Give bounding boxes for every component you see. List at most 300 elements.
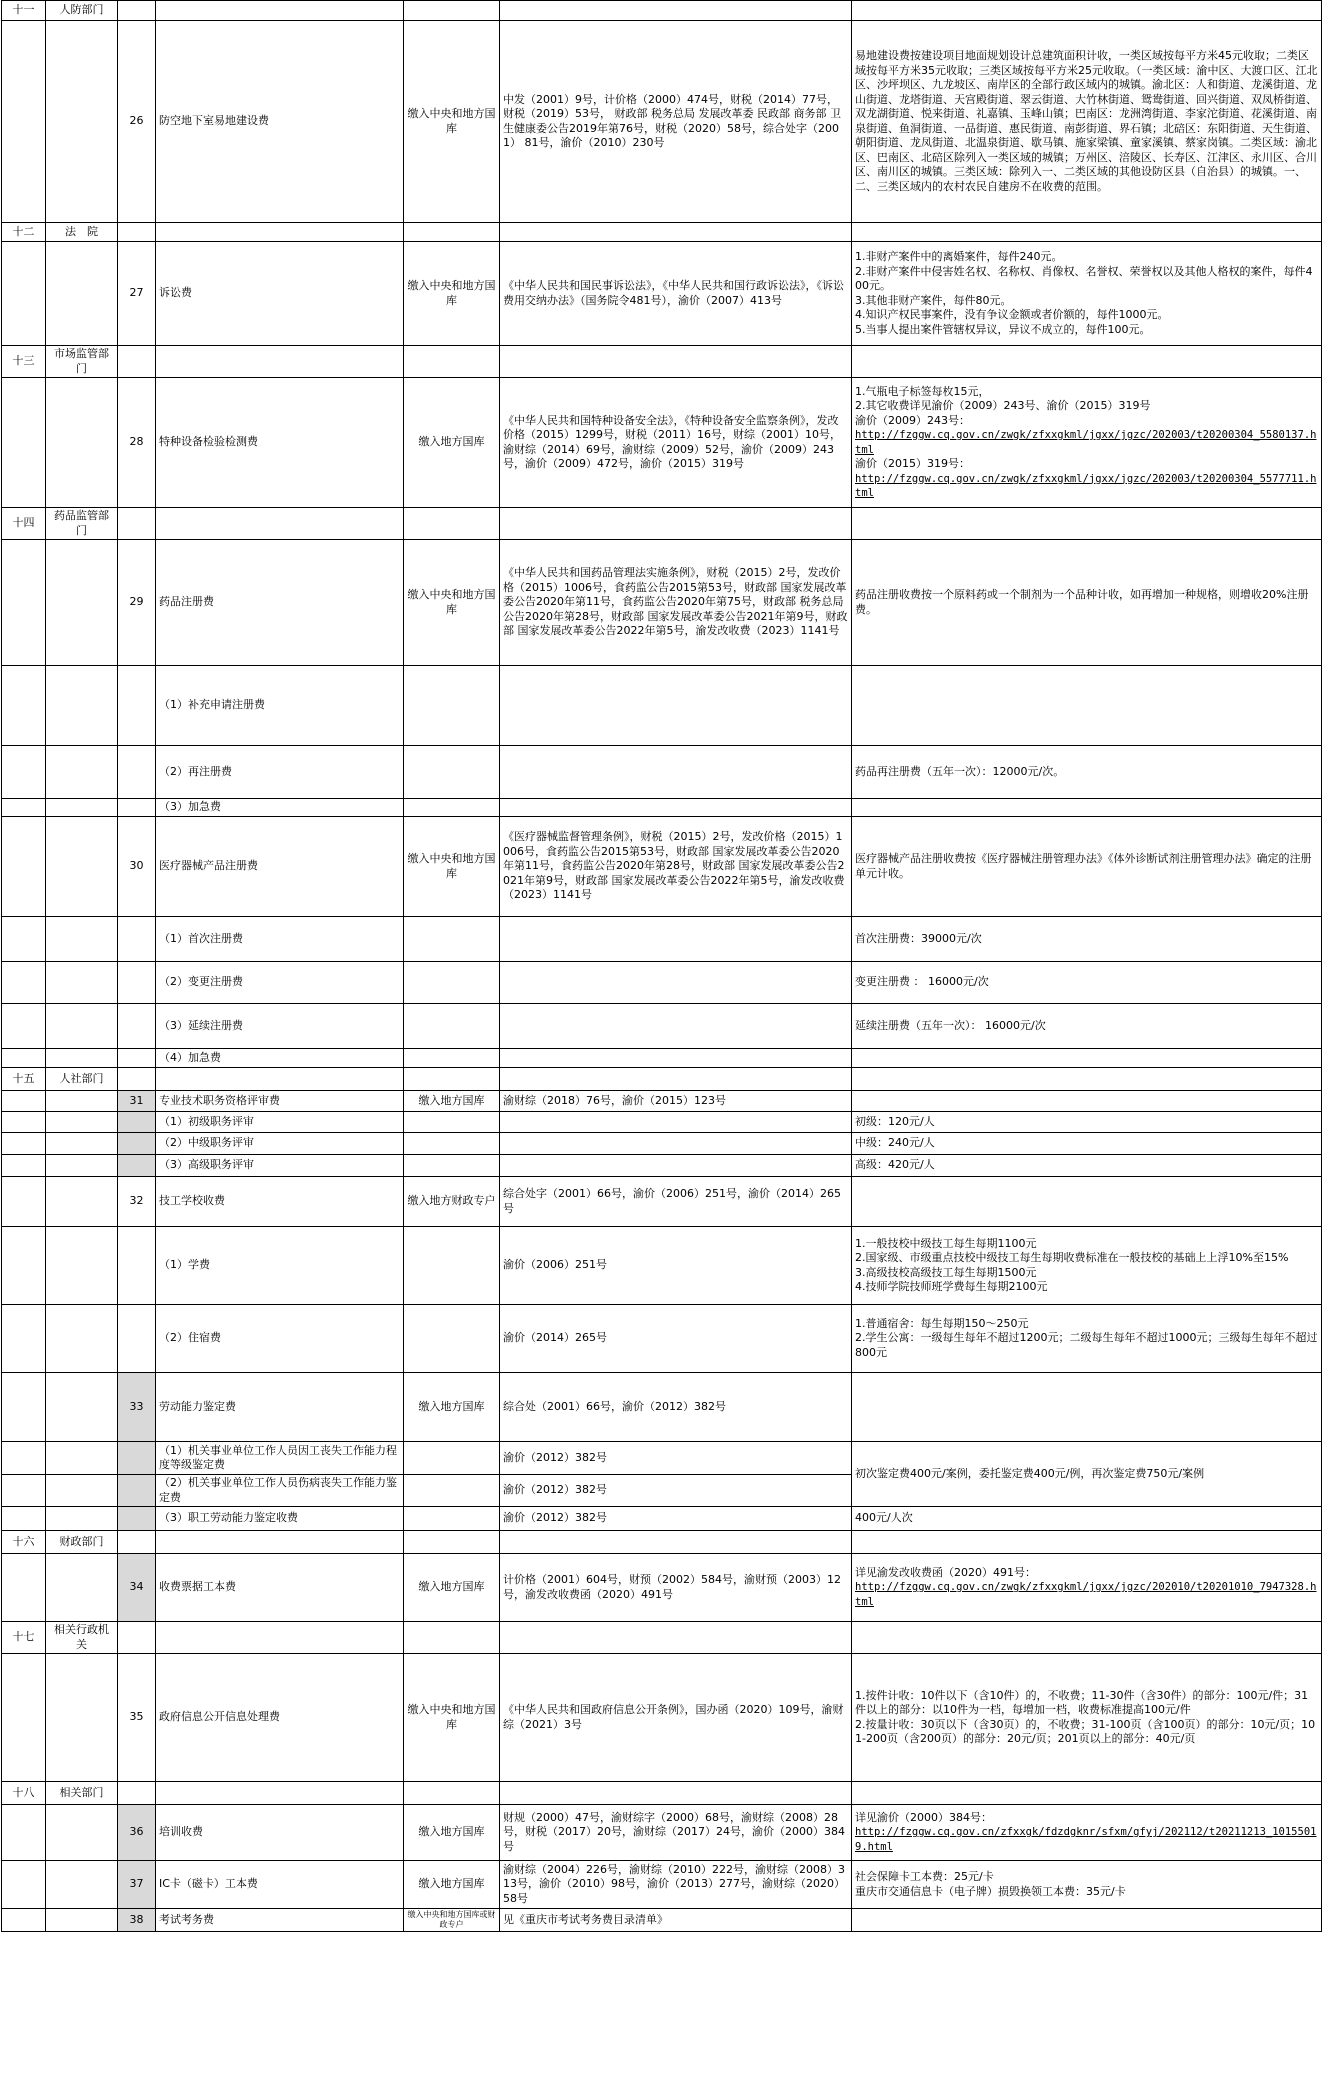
item-name: 防空地下室易地建设费: [156, 21, 404, 223]
empty-cell: [46, 1507, 118, 1531]
empty-cell: [118, 1049, 156, 1068]
item-standard: [852, 21, 1322, 223]
empty-cell: [404, 1068, 500, 1091]
sub-item-basis: [500, 1112, 852, 1133]
empty-cell: [500, 1622, 852, 1654]
sub-item-name: （2）机关事业单位工作人员伤病丧失工作能力鉴定费: [156, 1475, 404, 1507]
fee-table: [1, 0, 1322, 1932]
section-row: [2, 1782, 1322, 1805]
empty-cell: [46, 540, 118, 666]
section-row: [2, 346, 1322, 378]
empty-cell: [500, 346, 852, 378]
section-number: 十六: [2, 1531, 46, 1554]
sub-item-row: [2, 1442, 1322, 1475]
standard-line: 2.其它收费详见渝价（2009）243号、渝价（2015）319号: [855, 399, 1151, 412]
item-basis: 渝财综（2018）76号，渝价（2015）123号: [500, 1091, 852, 1112]
fee-item-row: [2, 817, 1322, 917]
empty-cell: [500, 508, 852, 540]
sub-item-row: [2, 1305, 1322, 1373]
empty-cell: [46, 917, 118, 962]
section-row: [2, 1531, 1322, 1554]
empty-cell: [404, 223, 500, 242]
standard-line: 1.按件计收：10件以下（含10件）的，不收费；11-30件（含30件）的部分：100元/件；31件以上的部分：以10件为一档，每增加一档，收费标准提高100元/件: [855, 1688, 1309, 1716]
sub-item-row: [2, 799, 1322, 817]
fee-item-row: [2, 1654, 1322, 1782]
empty-cell: [46, 1004, 118, 1049]
item-basis: 渝财综（2004）226号，渝财综（2010）222号，渝财综（2008）313号，渝价（2010）98号，渝价（2013）277号，渝财综（2020）58号: [500, 1861, 852, 1909]
sub-item-basis: [500, 746, 852, 799]
item-destination: 缴入地方财政专户: [404, 1177, 500, 1227]
item-number: 31: [118, 1091, 156, 1112]
item-basis: 《中华人民共和国药品管理法实施条例》，财税（2015）2号，发改价格（2015）1006号，食药监公告2015第53号，财政部 国家发展改革委公告2020年第11号，食药监公告2020年第75号，财政部 税务总局公告2020年第28号，财政部 国家发展改革委公告2021年第9号，财政部 国家发展改革委公告2022年第5号，渝发改收费（2023）1141号: [500, 540, 852, 666]
item-basis: 财规（2000）47号，渝财综字（2000）68号，渝财综（2008）28号，财税（2017）20号，渝财综（2017）24号，渝价（2000）384号: [500, 1805, 852, 1861]
empty-cell: [2, 378, 46, 508]
section-number: 十一: [2, 1, 46, 21]
empty-cell: [852, 223, 1322, 242]
standard-line: 1.非财产案件中的离婚案件，每件240元。: [855, 250, 1063, 263]
empty-cell: [852, 1531, 1322, 1554]
sub-item-standard: [852, 1227, 1322, 1305]
fee-item-row: [2, 378, 1322, 508]
sub-item-basis: [500, 1004, 852, 1049]
empty-cell: [2, 1155, 46, 1177]
section-department: 财政部门: [46, 1531, 118, 1554]
item-destination: 缴入中央和地方国库: [404, 540, 500, 666]
item-basis: 中发（2001）9号，计价格（2000）474号，财税（2014）77号，财税（2019）53号， 财政部 税务总局 发展改革委 民政部 商务部 卫生健康委公告2019年第76号，财税（2020）58号，综合处字（2001） 81号，渝价（2010）230号: [500, 21, 852, 223]
section-row: [2, 1, 1322, 21]
empty-cell: [46, 1091, 118, 1112]
item-number: 29: [118, 540, 156, 666]
fee-item-row: [2, 1373, 1322, 1442]
sub-item-basis: 渝价（2006）251号: [500, 1227, 852, 1305]
empty-cell: [500, 1068, 852, 1091]
empty-cell: [118, 962, 156, 1004]
empty-cell: [118, 1004, 156, 1049]
empty-cell: [404, 1112, 500, 1133]
standard-line: 2.国家级、市级重点技校中级技工每生每期收费标准在一般技校的基础上上浮10%至15%: [855, 1251, 1289, 1264]
fee-item-row: [2, 1554, 1322, 1622]
sub-item-name: （3）职工劳动能力鉴定收费: [156, 1507, 404, 1531]
sub-item-name: （2）中级职务评审: [156, 1133, 404, 1155]
item-destination: 缴入地方国库: [404, 1091, 500, 1112]
sub-item-name: （3）加急费: [156, 799, 404, 817]
empty-cell: [156, 1782, 404, 1805]
sub-item-name: （3）高级职务评审: [156, 1155, 404, 1177]
item-destination: 缴入中央和地方国库: [404, 817, 500, 917]
item-destination: 缴入中央和地方国库: [404, 242, 500, 346]
empty-cell: [46, 799, 118, 817]
sub-item-name: （1）初级职务评审: [156, 1112, 404, 1133]
section-number: 十七: [2, 1622, 46, 1654]
empty-cell: [404, 346, 500, 378]
empty-cell: [46, 1442, 118, 1475]
sub-item-basis: 渝价（2012）382号: [500, 1507, 852, 1531]
empty-cell: [2, 1442, 46, 1475]
sub-item-row: [2, 746, 1322, 799]
item-name: 考试考务费: [156, 1909, 404, 1932]
item-basis: 见《重庆市考试考务费目录清单》: [500, 1909, 852, 1932]
empty-cell: [118, 508, 156, 540]
empty-cell: [404, 1004, 500, 1049]
empty-cell: [46, 1155, 118, 1177]
item-standard: [852, 242, 1322, 346]
item-number: 33: [118, 1373, 156, 1442]
empty-cell: [2, 917, 46, 962]
empty-cell: [46, 1373, 118, 1442]
empty-cell: [2, 1805, 46, 1861]
empty-cell: [2, 1305, 46, 1373]
empty-cell: [2, 1091, 46, 1112]
section-department: 药品监管部门: [46, 508, 118, 540]
standard-line: 3.高级技校高级技工每生每期1500元: [855, 1265, 1037, 1279]
empty-cell: [46, 1805, 118, 1861]
item-standard: [852, 1861, 1322, 1909]
fee-item-row: [2, 1091, 1322, 1112]
empty-cell: [2, 746, 46, 799]
sub-item-row: [2, 666, 1322, 746]
sub-item-basis: [500, 917, 852, 962]
sub-item-name: （1）机关事业单位工作人员因工丧失工作能力程度等级鉴定费: [156, 1442, 404, 1475]
empty-cell: [46, 242, 118, 346]
standard-line: 渝价（2009）243号：: [855, 413, 970, 427]
section-number: 十五: [2, 1068, 46, 1091]
empty-cell: [118, 746, 156, 799]
empty-cell: [2, 1475, 46, 1507]
fee-table-body: [2, 1, 1322, 1932]
empty-cell: [46, 962, 118, 1004]
item-number: 26: [118, 21, 156, 223]
sub-item-standard: 400元/人次: [852, 1507, 1322, 1531]
section-department: 法 院: [46, 223, 118, 242]
empty-cell: [46, 1909, 118, 1932]
empty-cell: [156, 1531, 404, 1554]
empty-cell: [118, 799, 156, 817]
item-basis: 综合处字（2001）66号，渝价（2006）251号，渝价（2014）265号: [500, 1177, 852, 1227]
empty-cell: [2, 1507, 46, 1531]
item-name: 专业技术职务资格评审费: [156, 1091, 404, 1112]
empty-cell: [118, 1622, 156, 1654]
empty-cell: [156, 346, 404, 378]
sub-item-basis: [500, 1049, 852, 1068]
empty-cell: [404, 1305, 500, 1373]
item-number: 37: [118, 1861, 156, 1909]
item-standard: [852, 1091, 1322, 1112]
empty-cell: [118, 666, 156, 746]
empty-cell: [404, 962, 500, 1004]
empty-cell: [2, 666, 46, 746]
sub-item-row: [2, 1133, 1322, 1155]
section-department: 市场监管部门: [46, 346, 118, 378]
empty-cell: [2, 1373, 46, 1442]
sub-item-row: [2, 1112, 1322, 1133]
sub-item-basis: [500, 799, 852, 817]
section-number: 十二: [2, 223, 46, 242]
empty-cell: [118, 1507, 156, 1531]
empty-cell: [404, 1227, 500, 1305]
empty-cell: [404, 1442, 500, 1475]
item-number: 30: [118, 817, 156, 917]
item-number: 38: [118, 1909, 156, 1932]
sub-item-standard: 高级：420元/人: [852, 1155, 1322, 1177]
item-destination: 缴入中央和地方国库或财政专户: [404, 1909, 500, 1932]
empty-cell: [500, 223, 852, 242]
empty-cell: [118, 1133, 156, 1155]
item-name: 劳动能力鉴定费: [156, 1373, 404, 1442]
item-name: 技工学校收费: [156, 1177, 404, 1227]
empty-cell: [118, 1112, 156, 1133]
fee-item-row: [2, 21, 1322, 223]
sub-item-name: （1）首次注册费: [156, 917, 404, 962]
empty-cell: [156, 223, 404, 242]
empty-cell: [2, 817, 46, 917]
item-name: IC卡（磁卡）工本费: [156, 1861, 404, 1909]
standard-line: 易地建设费按建设项目地面规划设计总建筑面积计收，一类区域按每平方米45元收取；二类区域按每平方米35元收取；三类区域按每平方米25元收取。（一类区域：渝中区、大渡口区、江北区、沙坪坝区、九龙坡区、南岸区的全部行政区域内的城镇。渝北区：人和街道、龙溪街道、龙山街道、龙塔街道、天宫殿街道、翠云街道、大竹林街道、鸳鸯街道、回兴街道、双凤桥街道、双龙湖街道、悦来街道、礼嘉镇、玉峰山镇；巴南区：龙洲湾街道、李家沱街道、花溪街道、南泉街道、鱼洞街道、一品街道、惠民街道、南彭街道、界石镇；北碚区：东阳街道、天生街道、朝阳街道、龙凤街道、北温泉街道、歇马镇、施家梁镇、童家溪镇、蔡家岗镇。二类区域：渝北区、巴南区、北碚区除列入一类区域的城镇；万州区、涪陵区、长寿区、江津区、永川区、合川区、南川区的城镇。三类区域：除列入一、二类区域的其他设防区县（自治县）的城镇。一、二、三类区域内的农村农民自建房不在收费的范围。: [855, 49, 1318, 193]
empty-cell: [118, 917, 156, 962]
section-number: 十四: [2, 508, 46, 540]
empty-cell: [118, 1305, 156, 1373]
sub-item-name: （2）住宿费: [156, 1305, 404, 1373]
item-number: 28: [118, 378, 156, 508]
standard-line: 1.一般技校中级技工每生每期1100元: [855, 1236, 1037, 1250]
item-destination: 缴入地方国库: [404, 1805, 500, 1861]
empty-cell: [46, 746, 118, 799]
empty-cell: [118, 1475, 156, 1507]
empty-cell: [852, 508, 1322, 540]
sub-item-standard: 延续注册费（五年一次）： 16000元/次: [852, 1004, 1322, 1049]
item-basis: 计价格（2001）604号，财预（2002）584号，渝财预（2003）12号，渝发改收费函（2020）491号: [500, 1554, 852, 1622]
sub-item-basis: [500, 666, 852, 746]
empty-cell: [118, 1155, 156, 1177]
fee-item-row: [2, 540, 1322, 666]
item-basis: 《中华人民共和国特种设备安全法》，《特种设备安全监察条例》，发改价格（2015）1299号，财税（2011）16号，财综（2001）10号，渝财综（2014）69号，渝财综（2009）52号，渝价（2009）243号，渝价（2009）472号，渝价（2015）319号: [500, 378, 852, 508]
sub-item-standard: [852, 799, 1322, 817]
section-department: 相关部门: [46, 1782, 118, 1805]
sub-item-row: [2, 917, 1322, 962]
sub-item-standard: 中级：240元/人: [852, 1133, 1322, 1155]
fee-item-row: [2, 242, 1322, 346]
empty-cell: [2, 1227, 46, 1305]
empty-cell: [46, 1049, 118, 1068]
item-name: 诉讼费: [156, 242, 404, 346]
empty-cell: [852, 1068, 1322, 1091]
empty-cell: [404, 799, 500, 817]
sub-item-standard: 初级：120元/人: [852, 1112, 1322, 1133]
empty-cell: [500, 1531, 852, 1554]
empty-cell: [2, 1004, 46, 1049]
empty-cell: [156, 1622, 404, 1654]
empty-cell: [404, 746, 500, 799]
empty-cell: [2, 1654, 46, 1782]
item-number: 36: [118, 1805, 156, 1861]
sub-item-basis: [500, 1133, 852, 1155]
item-number: 27: [118, 242, 156, 346]
empty-cell: [2, 242, 46, 346]
item-standard: [852, 1654, 1322, 1782]
section-department: 人社部门: [46, 1068, 118, 1091]
empty-cell: [46, 1227, 118, 1305]
standard-link[interactable]: http://fzggw.cq.gov.cn/zwgk/zfxxgkml/jgxx/jgzc/202003/t20200304_5580137.html: [855, 429, 1317, 456]
sub-item-standard: 药品再注册费（五年一次）：12000元/次。: [852, 746, 1322, 799]
empty-cell: [852, 1622, 1322, 1654]
sub-item-basis: [500, 1155, 852, 1177]
empty-cell: [404, 1531, 500, 1554]
fee-item-row: [2, 1861, 1322, 1909]
item-standard: [852, 540, 1322, 666]
sub-item-standard: 变更注册费 ： 16000元/次: [852, 962, 1322, 1004]
item-destination: 缴入地方国库: [404, 1373, 500, 1442]
empty-cell: [2, 21, 46, 223]
standard-line: 1.气瓶电子标签每枚15元，: [855, 384, 990, 398]
empty-cell: [2, 1177, 46, 1227]
standard-line: 2.非财产案件中侵害姓名权、名称权、肖像权、名誉权、荣誉权以及其他人格权的案件，每件400元。: [855, 264, 1313, 292]
standard-link-line: [855, 428, 1318, 457]
empty-cell: [118, 1442, 156, 1475]
empty-cell: [156, 508, 404, 540]
empty-cell: [2, 1861, 46, 1909]
sub-item-name: （3）延续注册费: [156, 1004, 404, 1049]
empty-cell: [46, 666, 118, 746]
sub-item-name: （2）再注册费: [156, 746, 404, 799]
empty-cell: [404, 666, 500, 746]
empty-cell: [118, 346, 156, 378]
empty-cell: [2, 1909, 46, 1932]
standard-line: 详见渝价（2000）384号：: [855, 1810, 992, 1824]
empty-cell: [2, 1133, 46, 1155]
standard-link[interactable]: http://fzggw.cq.gov.cn/zfxxgk/fdzdgknr/sfxm/gfyj/202112/t20211213_10155019.html: [855, 1826, 1317, 1853]
empty-cell: [404, 1782, 500, 1805]
standard-line: 3.其他非财产案件，每件80元。: [855, 293, 1012, 307]
sub-item-basis: [500, 962, 852, 1004]
empty-cell: [404, 917, 500, 962]
section-department: 相关行政机关: [46, 1622, 118, 1654]
section-row: [2, 508, 1322, 540]
empty-cell: [46, 1475, 118, 1507]
sub-item-name: （1）学费: [156, 1227, 404, 1305]
empty-cell: [46, 378, 118, 508]
empty-cell: [2, 1554, 46, 1622]
standard-line: 详见渝发改收费函（2020）491号：: [855, 1565, 1036, 1579]
empty-cell: [118, 1068, 156, 1091]
standard-line: 药品注册收费按一个原料药或一个制剂为一个品种计收，如再增加一种规格，则增收20%注册费。: [855, 588, 1309, 616]
standard-line: 渝价（2015）319号：: [855, 457, 970, 470]
standard-line: 2.按量计收：30页以下（含30页）的，不收费；31-100页（含100页）的部分：10元/页；101-200页（含200页）的部分：20元/页；201页以上的部分：40元/页: [855, 1717, 1316, 1745]
empty-cell: [46, 1305, 118, 1373]
section-row: [2, 1068, 1322, 1091]
empty-cell: [2, 1049, 46, 1068]
empty-cell: [500, 1, 852, 21]
item-destination: 缴入中央和地方国库: [404, 1654, 500, 1782]
standard-link[interactable]: http://fzggw.cq.gov.cn/zwgk/zfxxgkml/jgxx/jgzc/202010/t20201010_7947328.html: [855, 1581, 1317, 1608]
item-destination: 缴入地方国库: [404, 1554, 500, 1622]
empty-cell: [118, 1531, 156, 1554]
sub-item-basis: 渝价（2012）382号: [500, 1475, 852, 1507]
item-basis: 《医疗器械监督管理条例》，财税（2015）2号，发改价格（2015）1006号，食药监公告2015第53号，财政部 国家发展改革委公告2020年第11号，食药监公告2020年第28号，财政部 国家发展改革委公告2021年第9号，财政部 国家发展改革委公告2022年第5号，渝发改收费（2023）1141号: [500, 817, 852, 917]
item-name: 药品注册费: [156, 540, 404, 666]
item-number: 34: [118, 1554, 156, 1622]
sub-item-basis: 渝价（2014）265号: [500, 1305, 852, 1373]
standard-link-line: [855, 472, 1318, 501]
sub-item-row: [2, 1049, 1322, 1068]
standard-line: 2.学生公寓：一级每生每年不超过1200元；二级每生每年不超过1000元；三级每生每年不超过800元: [855, 1331, 1318, 1359]
empty-cell: [404, 508, 500, 540]
empty-cell: [2, 540, 46, 666]
empty-cell: [156, 1, 404, 21]
sub-item-standard: [852, 1049, 1322, 1068]
sub-item-name: （1）补充申请注册费: [156, 666, 404, 746]
empty-cell: [46, 1133, 118, 1155]
empty-cell: [404, 1475, 500, 1507]
section-department: 人防部门: [46, 1, 118, 21]
standard-line: 医疗器械产品注册收费按《医疗器械注册管理办法》《体外诊断试剂注册管理办法》确定的注册单元计收。: [855, 852, 1312, 880]
sub-item-standard: 初次鉴定费400元/案例，委托鉴定费400元/例，再次鉴定费750元/案例: [852, 1442, 1322, 1507]
sub-item-standard: [852, 666, 1322, 746]
standard-link[interactable]: http://fzggw.cq.gov.cn/zwgk/zfxxgkml/jgxx/jgzc/202003/t20200304_5577711.html: [855, 472, 1317, 499]
empty-cell: [46, 1861, 118, 1909]
fee-item-row: [2, 1177, 1322, 1227]
item-destination: 缴入地方国库: [404, 378, 500, 508]
empty-cell: [118, 1782, 156, 1805]
item-standard: [852, 1373, 1322, 1442]
item-name: 政府信息公开信息处理费: [156, 1654, 404, 1782]
item-name: 医疗器械产品注册费: [156, 817, 404, 917]
sub-item-row: [2, 1004, 1322, 1049]
item-standard: [852, 1909, 1322, 1932]
fee-item-row: [2, 1909, 1322, 1932]
standard-line: 社会保障卡工本费：25元/卡: [855, 1870, 994, 1883]
empty-cell: [46, 21, 118, 223]
fee-item-row: [2, 1805, 1322, 1861]
section-number: 十八: [2, 1782, 46, 1805]
empty-cell: [404, 1, 500, 21]
item-standard: [852, 378, 1322, 508]
empty-cell: [2, 1112, 46, 1133]
item-standard: [852, 1554, 1322, 1622]
standard-link-line: [855, 1580, 1318, 1609]
empty-cell: [404, 1507, 500, 1531]
standard-line: 4.技师学院技师班学费每生每期2100元: [855, 1280, 1048, 1293]
item-number: 32: [118, 1177, 156, 1227]
empty-cell: [404, 1133, 500, 1155]
item-basis: 《中华人民共和国政府信息公开条例》，国办函（2020）109号，渝财综（2021）3号: [500, 1654, 852, 1782]
item-standard: [852, 1805, 1322, 1861]
section-number: 十三: [2, 346, 46, 378]
sub-item-row: [2, 962, 1322, 1004]
empty-cell: [46, 1112, 118, 1133]
empty-cell: [404, 1155, 500, 1177]
standard-line: 5.当事人提出案件管辖权异议，异议不成立的，每件100元。: [855, 322, 1151, 336]
empty-cell: [46, 817, 118, 917]
empty-cell: [118, 223, 156, 242]
empty-cell: [46, 1554, 118, 1622]
section-row: [2, 1622, 1322, 1654]
item-destination: 缴入地方国库: [404, 1861, 500, 1909]
sub-item-name: （4）加急费: [156, 1049, 404, 1068]
empty-cell: [2, 962, 46, 1004]
sub-item-standard: [852, 1305, 1322, 1373]
sub-item-standard: 首次注册费：39000元/次: [852, 917, 1322, 962]
standard-line: 重庆市交通信息卡（电子牌）损毁换领工本费：35元/卡: [855, 1884, 1126, 1898]
item-basis: 《中华人民共和国民事诉讼法》，《中华人民共和国行政诉讼法》，《诉讼费用交纳办法》（国务院令481号），渝价（2007）413号: [500, 242, 852, 346]
item-name: 特种设备检验检测费: [156, 378, 404, 508]
empty-cell: [404, 1049, 500, 1068]
empty-cell: [118, 1227, 156, 1305]
standard-line: 1.普通宿舍：每生每期150～250元: [855, 1316, 1029, 1330]
item-name: 收费票据工本费: [156, 1554, 404, 1622]
item-basis: 综合处（2001）66号，渝价（2012）382号: [500, 1373, 852, 1442]
item-standard: [852, 1177, 1322, 1227]
standard-link-line: [855, 1825, 1318, 1854]
item-name: 培训收费: [156, 1805, 404, 1861]
